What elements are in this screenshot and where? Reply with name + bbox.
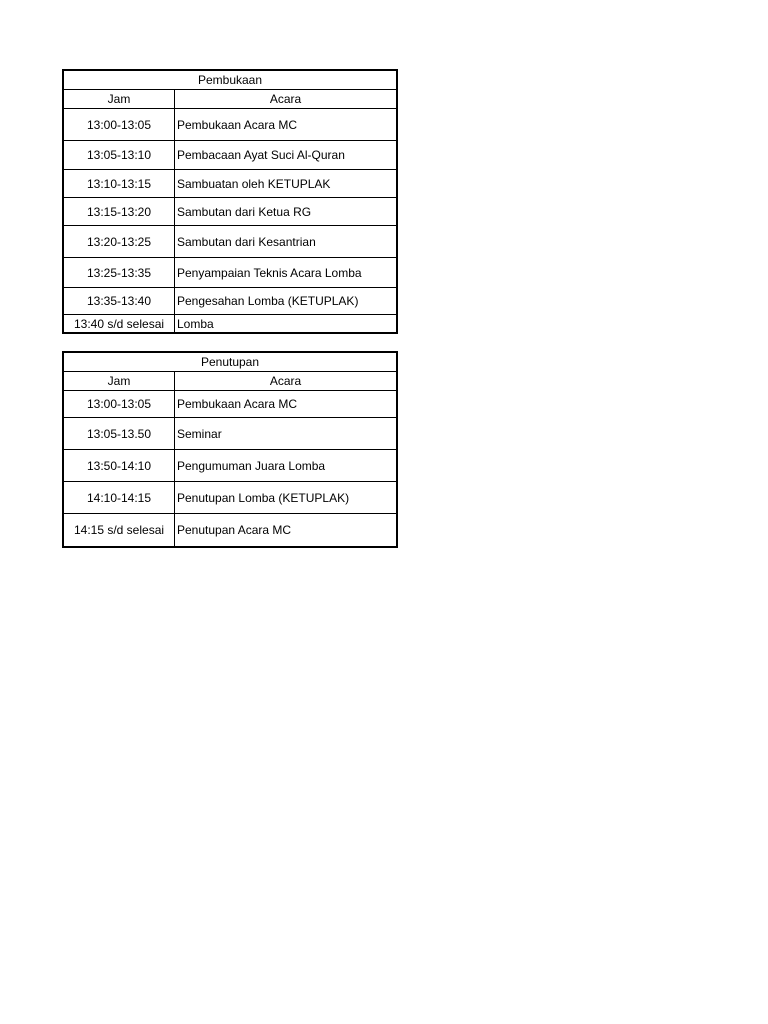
cell-acara: Penutupan Acara MC (175, 514, 397, 547)
cell-acara: Sambutan dari Kesantrian (175, 226, 397, 258)
table-header-row (64, 372, 397, 391)
cell-jam: 14:15 s/d selesai (64, 514, 175, 547)
table-title: Pembukaan (64, 71, 397, 90)
cell-jam: 13:00-13:05 (64, 391, 175, 418)
column-header-jam: Jam (64, 372, 175, 391)
cell-acara: Seminar (175, 418, 397, 450)
cell-jam: 14:10-14:15 (64, 482, 175, 514)
cell-jam: 13:40 s/d selesai (64, 315, 175, 333)
cell-acara: Sambutan dari Ketua RG (175, 198, 397, 226)
table-title: Penutupan (64, 353, 397, 372)
table-title-row (64, 353, 397, 372)
cell-jam: 13:15-13:20 (64, 198, 175, 226)
cell-jam: 13:20-13:25 (64, 226, 175, 258)
table-row (64, 170, 397, 198)
table-row (64, 482, 397, 514)
cell-jam: 13:50-14:10 (64, 450, 175, 482)
table-header-row (64, 90, 397, 109)
table-row (64, 418, 397, 450)
cell-acara: Lomba (175, 315, 397, 333)
cell-acara: Pembukaan Acara MC (175, 109, 397, 141)
cell-jam: 13:05-13:10 (64, 141, 175, 170)
cell-acara: Pengesahan Lomba (KETUPLAK) (175, 288, 397, 315)
pembukaan-table (63, 70, 397, 333)
table-row (64, 391, 397, 418)
cell-jam: 13:05-13.50 (64, 418, 175, 450)
cell-jam: 13:25-13:35 (64, 258, 175, 288)
cell-acara: Pengumuman Juara Lomba (175, 450, 397, 482)
table-row (64, 198, 397, 226)
table-title-row (64, 71, 397, 90)
table-row (64, 288, 397, 315)
table-row (64, 258, 397, 288)
table-row (64, 315, 397, 333)
penutupan-table (63, 352, 397, 547)
table-row (64, 514, 397, 547)
column-header-jam: Jam (64, 90, 175, 109)
column-header-acara: Acara (175, 90, 397, 109)
cell-acara: Sambuatan oleh KETUPLAK (175, 170, 397, 198)
cell-jam: 13:00-13:05 (64, 109, 175, 141)
table-row (64, 141, 397, 170)
cell-acara: Penyampaian Teknis Acara Lomba (175, 258, 397, 288)
table-row (64, 226, 397, 258)
cell-acara: Pembukaan Acara MC (175, 391, 397, 418)
cell-jam: 13:10-13:15 (64, 170, 175, 198)
cell-acara: Penutupan Lomba (KETUPLAK) (175, 482, 397, 514)
cell-jam: 13:35-13:40 (64, 288, 175, 315)
column-header-acara: Acara (175, 372, 397, 391)
table-row (64, 450, 397, 482)
table-row (64, 109, 397, 141)
cell-acara: Pembacaan Ayat Suci Al-Quran (175, 141, 397, 170)
